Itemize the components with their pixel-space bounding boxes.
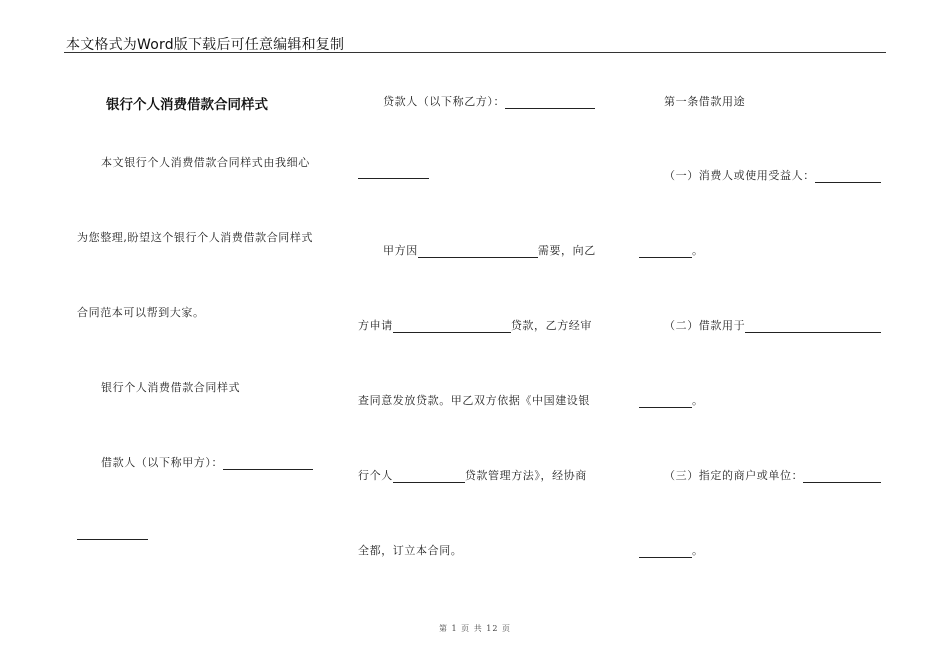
purpose-3-cont — [639, 542, 704, 558]
clause-line-1a: 甲方因 — [383, 244, 418, 257]
purpose-1-end: 。 — [692, 244, 704, 257]
purpose-2-text: （二）借款用于 — [664, 319, 746, 332]
article-1-heading: 第一条借款用途 — [664, 95, 746, 108]
purpose-2-blank — [745, 320, 881, 333]
purpose-1-blank-cont — [639, 245, 692, 258]
clause-blank-2 — [393, 320, 511, 333]
purpose-1-text: （一）消费人或使用受益人： — [664, 169, 815, 182]
subtitle: 银行个人消费借款合同样式 — [101, 381, 241, 394]
purpose-1-label — [664, 167, 881, 183]
purpose-3-blank — [803, 470, 881, 483]
intro-line-2: 为您整理,盼望这个银行个人消费借款合同样式 — [77, 231, 314, 244]
document-title: 银行个人消费借款合同样式 — [106, 97, 268, 113]
intro-line-1: 本文银行个人消费借款合同样式由我细心 — [101, 156, 310, 169]
header-title: 本文格式为Word版下载后可任意编辑和复制 — [66, 37, 345, 53]
lender-label — [383, 93, 595, 109]
purpose-2-label — [664, 317, 881, 333]
purpose-1-cont — [639, 242, 704, 258]
purpose-1-blank — [815, 170, 881, 183]
lender-label-text: 贷款人（以下称乙方）： — [383, 95, 506, 108]
clause-line-3: 查同意发放贷款。甲乙双方依据《中国建设银 — [358, 394, 590, 407]
purpose-2-cont — [639, 392, 704, 408]
clause-line-2a: 方申请 — [358, 319, 393, 332]
lender-blank-cont — [358, 178, 429, 179]
clause-line-2 — [358, 317, 592, 333]
clause-line-1 — [383, 242, 596, 258]
clause-line-2b: 贷款，乙方经审 — [510, 319, 593, 332]
purpose-3-blank-cont — [639, 545, 692, 558]
borrower-label — [101, 454, 313, 470]
clause-line-4 — [358, 467, 587, 483]
clause-line-4a: 行个人 — [358, 469, 393, 482]
purpose-3-text: （三）指定的商户或单位： — [664, 469, 804, 482]
purpose-3-end: 。 — [692, 544, 704, 557]
clause-line-4b: 贷款管理方法》，经协商 — [464, 469, 587, 482]
clause-line-1b: 需要，向乙 — [537, 244, 596, 257]
clause-line-5: 全都，订立本合同。 — [358, 544, 463, 557]
purpose-3-label — [664, 467, 881, 483]
borrower-blank — [223, 457, 313, 470]
clause-blank-3 — [393, 470, 465, 483]
lender-blank — [505, 96, 595, 109]
clause-blank-1 — [418, 245, 538, 258]
borrower-blank-cont — [77, 539, 148, 540]
page-number: 第 1 页 共 12 页 — [439, 624, 511, 633]
intro-line-3: 合同范本可以帮到大家。 — [77, 306, 205, 319]
borrower-label-text: 借款人（以下称甲方）： — [101, 456, 224, 469]
header-divider — [64, 52, 886, 53]
purpose-2-end: 。 — [692, 394, 704, 407]
purpose-2-blank-cont — [639, 395, 692, 408]
